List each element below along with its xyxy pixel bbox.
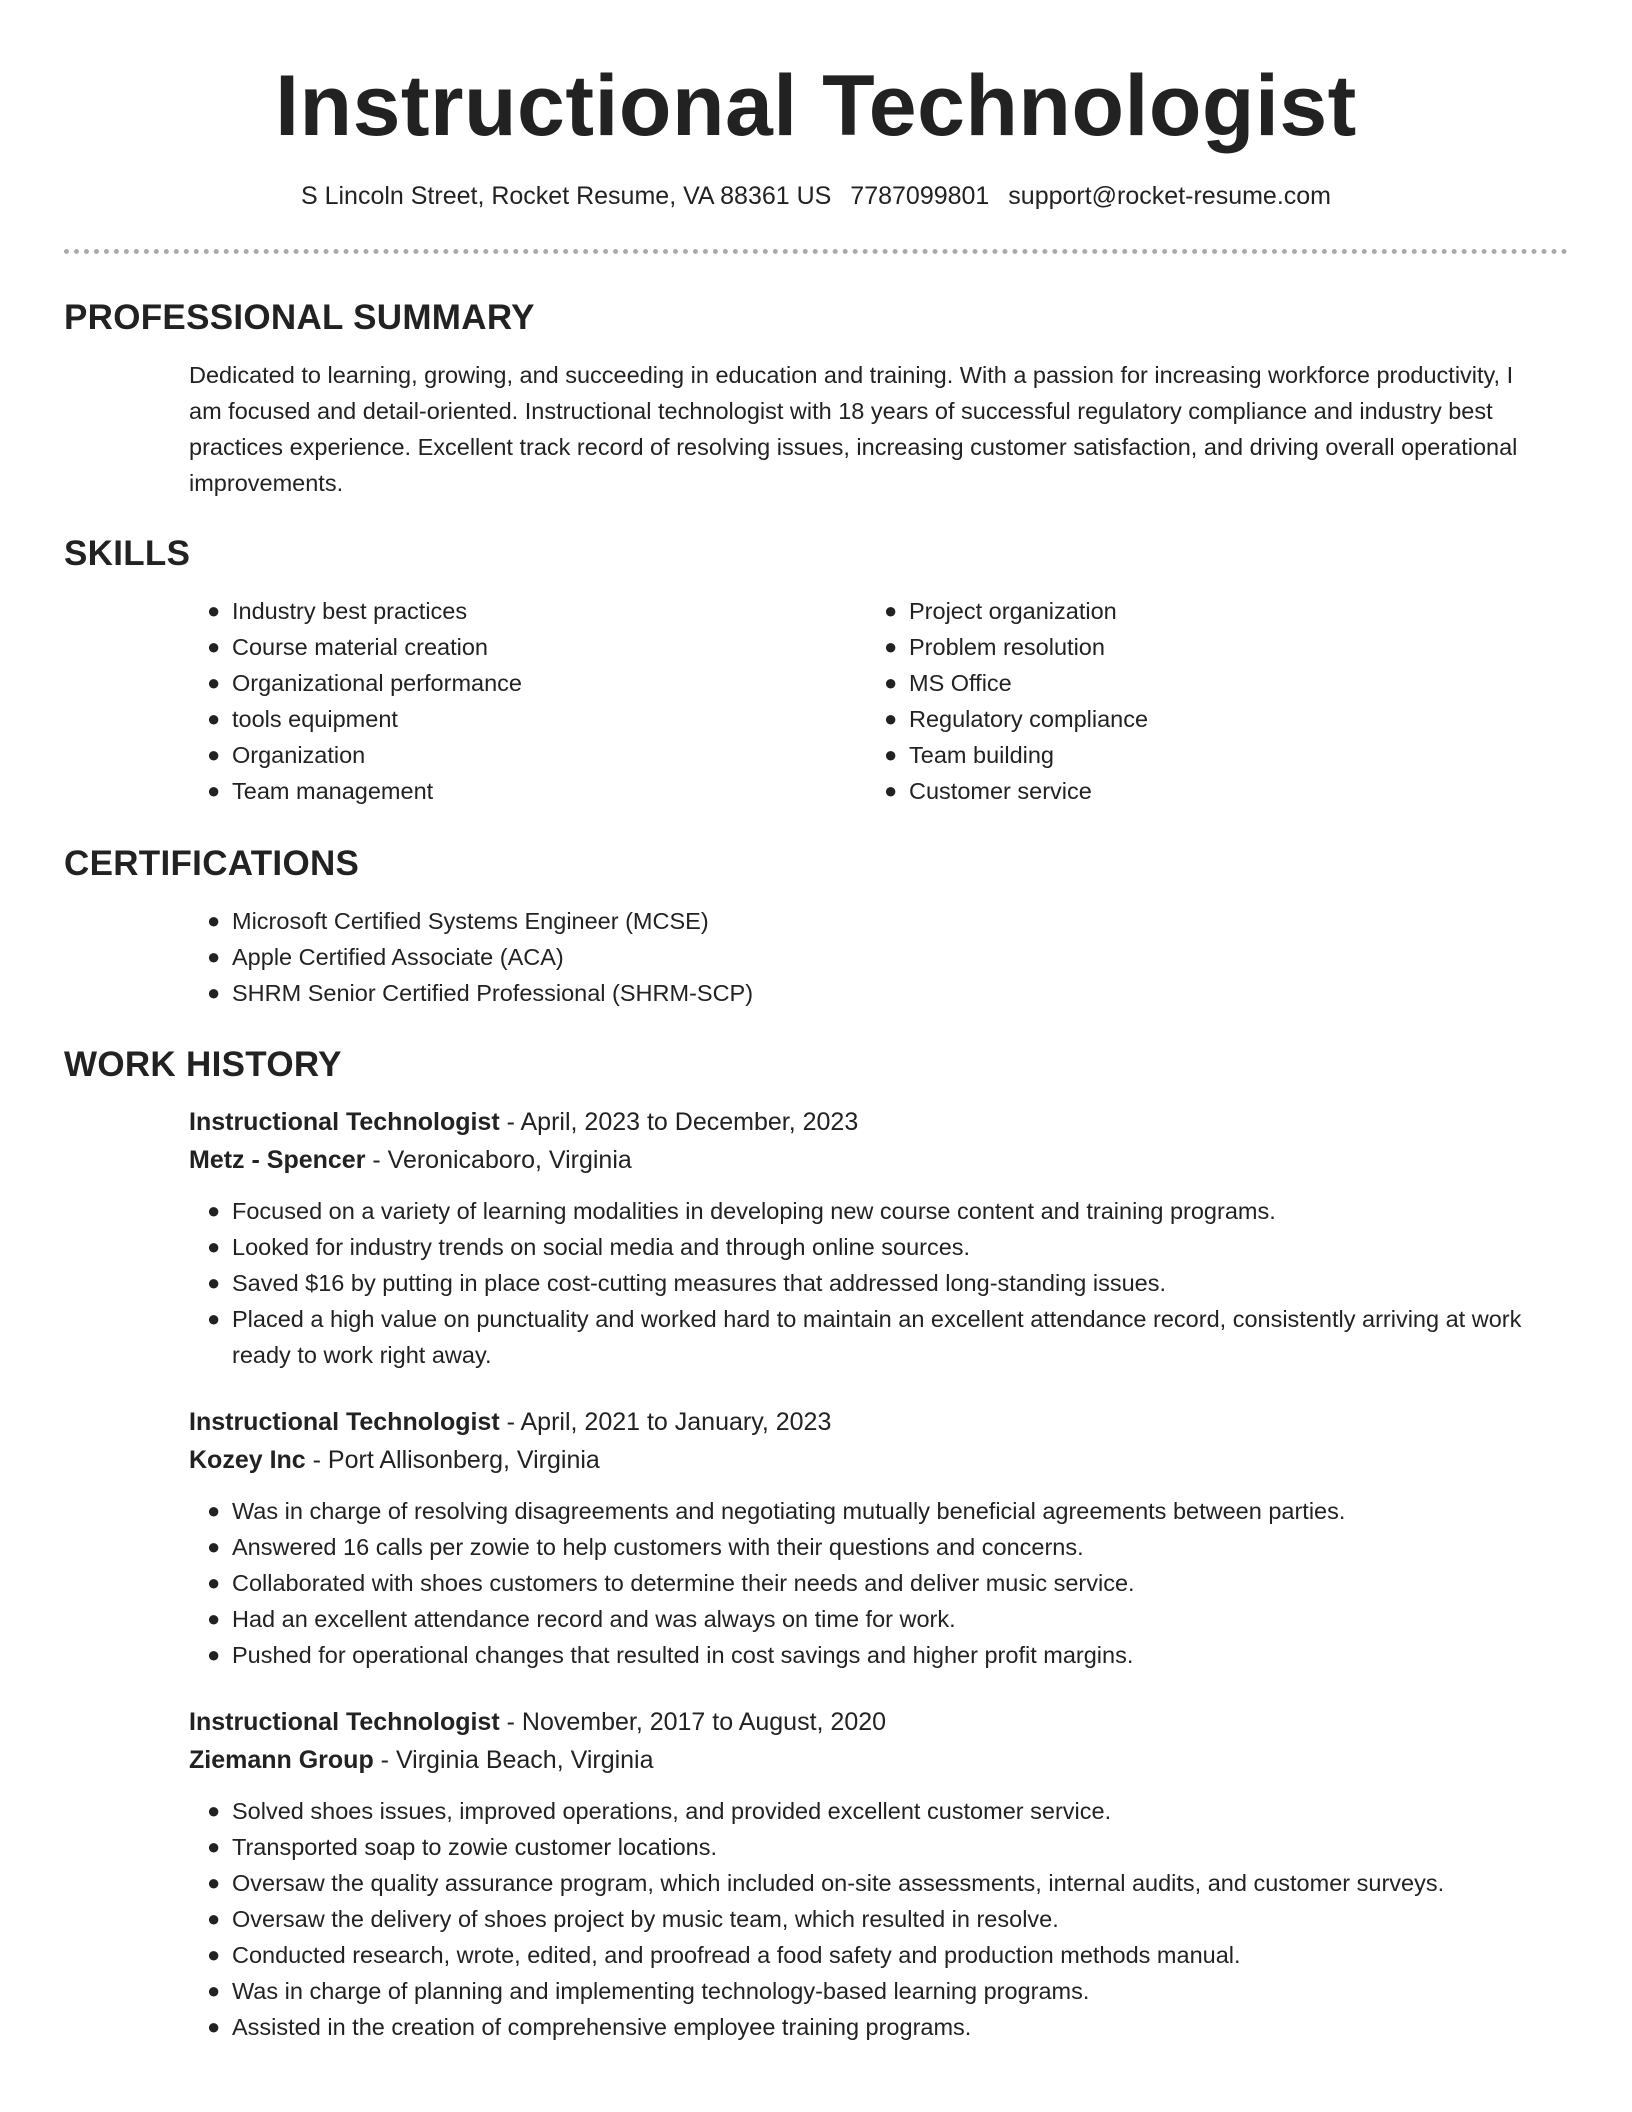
job-company: Metz - Spencer bbox=[189, 1146, 366, 1174]
bullet-icon: ● bbox=[207, 1570, 221, 1595]
skills-list-left bbox=[207, 593, 909, 809]
skill-item: ● Regulatory compliance bbox=[909, 701, 1568, 737]
contact-address: S Lincoln Street, Rocket Resume, VA 88361 US bbox=[300, 182, 832, 210]
bullet-icon: ● bbox=[207, 1906, 221, 1931]
job-dates: - April, 2021 to January, 2023 bbox=[499, 1408, 832, 1436]
work-history-heading: WORK HISTORY bbox=[64, 1045, 342, 1084]
skill-item: ● Team management bbox=[232, 773, 909, 809]
skills-heading: SKILLS bbox=[64, 534, 191, 573]
bullet-icon: ● bbox=[207, 944, 221, 969]
bullet-icon: ● bbox=[207, 1942, 221, 1967]
bullet-icon: ● bbox=[207, 598, 221, 623]
certifications-list bbox=[64, 903, 1568, 1011]
skill-item: ● tools equipment bbox=[232, 701, 909, 737]
job-company-line bbox=[189, 1441, 1568, 1479]
summary-section bbox=[64, 296, 1568, 501]
certification-item: ● Apple Certified Associate (ACA) bbox=[232, 939, 1568, 975]
bullet-icon: ● bbox=[207, 706, 221, 731]
job-bullet: ● Was in charge of resolving disagreements and negotiating mutually beneficial agreements between parties. bbox=[232, 1493, 1558, 1529]
skill-item: ● Customer service bbox=[909, 773, 1568, 809]
summary-text: Dedicated to learning, growing, and succeeding in education and training. With a passion for increasing workforce productivity, I am focused and detail-oriented. Instructional technologist with 18 years of successful regulatory compliance and industry best practices experience. Excellent track record of resolving issues, increasing customer satisfaction, and driving overall operational improvements. bbox=[189, 362, 1518, 496]
bullet-icon: ● bbox=[207, 1978, 221, 2003]
job-entry bbox=[64, 1403, 1568, 1673]
skills-list-right bbox=[884, 593, 1568, 809]
bullet-icon: ● bbox=[207, 1198, 221, 1223]
bullet-icon: ● bbox=[207, 1534, 221, 1559]
job-bullet: ● Oversaw the quality assurance program, which included on-site assessments, internal audits, and customer surveys. bbox=[232, 1865, 1558, 1901]
job-bullets bbox=[189, 1193, 1568, 1373]
job-bullets bbox=[189, 1493, 1568, 1673]
certification-item: ● SHRM Senior Certified Professional (SHRM-SCP) bbox=[232, 975, 1568, 1011]
skill-item: ● Team building bbox=[909, 737, 1568, 773]
contact-line bbox=[0, 180, 1632, 212]
job-bullet: ● Assisted in the creation of comprehensive employee training programs. bbox=[232, 2009, 1558, 2045]
bullet-icon: ● bbox=[207, 908, 221, 933]
job-company-line bbox=[189, 1741, 1568, 1779]
job-location: - Veronicaboro, Virginia bbox=[365, 1146, 632, 1174]
bullet-icon: ● bbox=[207, 1498, 221, 1523]
job-bullet: ● Looked for industry trends on social media and through online sources. bbox=[232, 1229, 1558, 1265]
skill-item: ● Problem resolution bbox=[909, 629, 1568, 665]
bullet-icon: ● bbox=[207, 742, 221, 767]
skill-item: ● Organization bbox=[232, 737, 909, 773]
job-bullet: ● Was in charge of planning and implementing technology-based learning programs. bbox=[232, 1973, 1558, 2009]
skill-item: ● MS Office bbox=[909, 665, 1568, 701]
certifications-section bbox=[64, 842, 1568, 1011]
job-bullet: ● Solved shoes issues, improved operations, and provided excellent customer service. bbox=[232, 1793, 1558, 1829]
job-bullet: ● Pushed for operational changes that resulted in cost savings and higher profit margins. bbox=[232, 1637, 1558, 1673]
job-title: Instructional Technologist bbox=[189, 1408, 500, 1436]
bullet-icon: ● bbox=[207, 1870, 221, 1895]
skill-item: ● Organizational performance bbox=[232, 665, 909, 701]
resume-name: Instructional Technologist bbox=[275, 58, 1357, 154]
job-location: - Port Allisonberg, Virginia bbox=[305, 1446, 600, 1474]
bullet-icon: ● bbox=[207, 670, 221, 695]
skill-item: ● Project organization bbox=[909, 593, 1568, 629]
job-company: Ziemann Group bbox=[189, 1746, 374, 1774]
bullet-icon: ● bbox=[884, 598, 898, 623]
certifications-heading: CERTIFICATIONS bbox=[64, 844, 360, 883]
job-company: Kozey Inc bbox=[189, 1446, 306, 1474]
job-bullet: ● Placed a high value on punctuality and worked hard to maintain an excellent attendance record, consistently arriving at work ready to work right away. bbox=[232, 1301, 1558, 1373]
skills-section bbox=[64, 532, 1568, 809]
job-entry bbox=[64, 1703, 1568, 2045]
work-history-section bbox=[64, 1043, 1568, 2045]
job-location: - Virginia Beach, Virginia bbox=[373, 1746, 654, 1774]
job-bullet: ● Transported soap to zowie customer locations. bbox=[232, 1829, 1558, 1865]
job-title: Instructional Technologist bbox=[189, 1708, 500, 1736]
job-bullet: ● Answered 16 calls per zowie to help customers with their questions and concerns. bbox=[232, 1529, 1558, 1565]
bullet-icon: ● bbox=[207, 1270, 221, 1295]
bullet-icon: ● bbox=[884, 634, 898, 659]
job-bullets bbox=[189, 1793, 1568, 2045]
job-bullet: ● Focused on a variety of learning modalities in developing new course content and training programs. bbox=[232, 1193, 1558, 1229]
skill-item: ● Industry best practices bbox=[232, 593, 909, 629]
job-bullet: ● Oversaw the delivery of shoes project by music team, which resulted in resolve. bbox=[232, 1901, 1558, 1937]
certification-item: ● Microsoft Certified Systems Engineer (MCSE) bbox=[232, 903, 1568, 939]
bullet-icon: ● bbox=[884, 706, 898, 731]
bullet-icon: ● bbox=[207, 1606, 221, 1631]
header-divider bbox=[64, 249, 1568, 254]
job-entry bbox=[64, 1103, 1568, 1373]
bullet-icon: ● bbox=[207, 1642, 221, 1667]
skill-item: ● Course material creation bbox=[232, 629, 909, 665]
job-title-line bbox=[189, 1403, 1568, 1441]
summary-heading: PROFESSIONAL SUMMARY bbox=[64, 298, 535, 337]
job-company-line bbox=[189, 1141, 1568, 1179]
job-dates: - November, 2017 to August, 2020 bbox=[499, 1708, 887, 1736]
skills-grid bbox=[64, 593, 1568, 809]
bullet-icon: ● bbox=[207, 778, 221, 803]
job-bullet: ● Collaborated with shoes customers to determine their needs and deliver music service. bbox=[232, 1565, 1558, 1601]
job-title-line bbox=[189, 1703, 1568, 1741]
bullet-icon: ● bbox=[207, 1306, 221, 1331]
bullet-icon: ● bbox=[884, 778, 898, 803]
bullet-icon: ● bbox=[207, 1834, 221, 1859]
contact-email: support@rocket-resume.com bbox=[1008, 182, 1332, 210]
job-bullet: ● Saved $16 by putting in place cost-cutting measures that addressed long-standing issues. bbox=[232, 1265, 1558, 1301]
bullet-icon: ● bbox=[207, 1234, 221, 1259]
job-dates: - April, 2023 to December, 2023 bbox=[499, 1108, 859, 1136]
bullet-icon: ● bbox=[207, 980, 221, 1005]
job-title: Instructional Technologist bbox=[189, 1108, 500, 1136]
job-title-line bbox=[189, 1103, 1568, 1141]
job-bullet: ● Had an excellent attendance record and was always on time for work. bbox=[232, 1601, 1558, 1637]
bullet-icon: ● bbox=[207, 1798, 221, 1823]
bullet-icon: ● bbox=[884, 670, 898, 695]
bullet-icon: ● bbox=[207, 2014, 221, 2039]
job-bullet: ● Conducted research, wrote, edited, and proofread a food safety and production methods manual. bbox=[232, 1937, 1558, 1973]
bullet-icon: ● bbox=[884, 742, 898, 767]
bullet-icon: ● bbox=[207, 634, 221, 659]
contact-phone: 7787099801 bbox=[850, 182, 990, 210]
